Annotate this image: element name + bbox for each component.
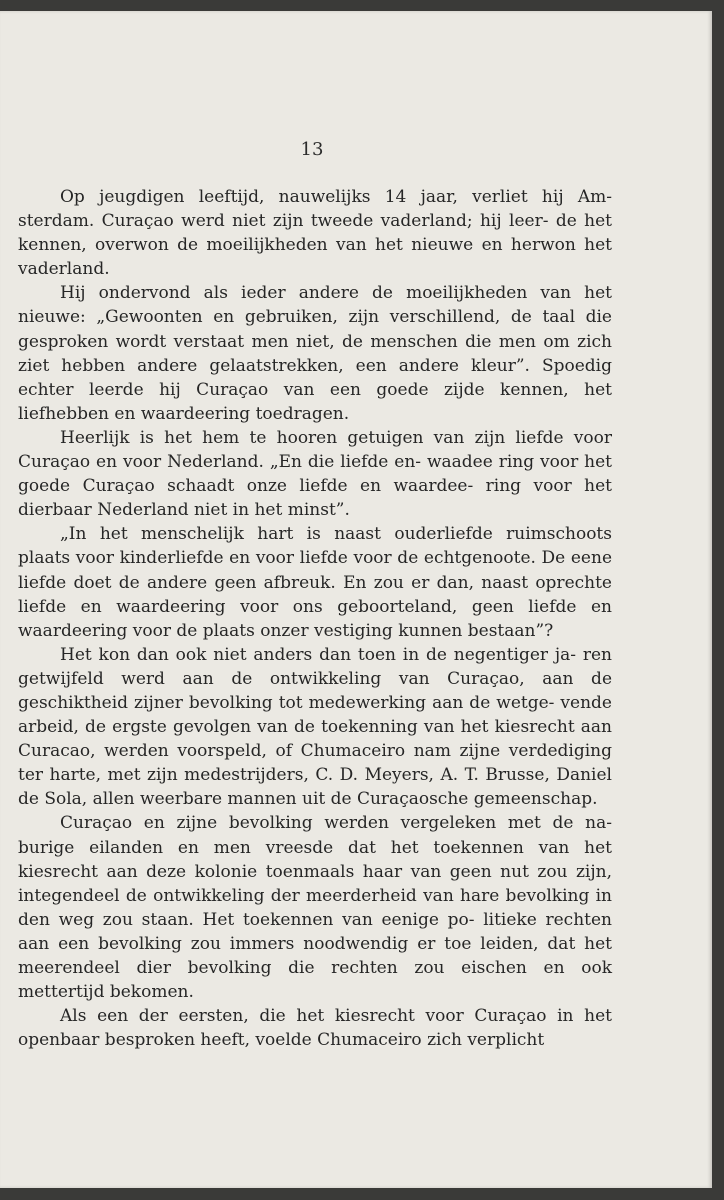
book-page [0,11,712,1188]
paragraph: Als een der eersten, die het kiesrecht voor Curaçao in het openbaar besproken heeft, voelde Chumaceiro zich verplicht [18,1006,612,1051]
page-number: 13 [300,139,324,160]
paragraph: Op jeugdigen leeftijd, nauwelijks 14 jaar, verliet hij Am- sterdam. Curaçao werd niet zijn tweede vaderland; hij leer- de het kennen, overwon de moeilijkheden van het nieuwe en herwon het vaderland. [18,187,612,280]
paragraph: „In het menschelijk hart is naast ouderliefde ruimschoots plaats voor kinderliefde en voor liefde voor de echtgenoote. De eene liefde doet de andere geen afbreuk. En zou er dan, naast oprechte liefde en waardeering voor ons geboorteland, geen liefde en waardeering voor de plaats onzer vestiging kunnen bestaan”? [18,524,612,641]
paragraph: Heerlijk is het hem te hooren getuigen van zijn liefde voor Curaçao en voor Nederland. „En die liefde en- waadee ring voor het goede Curaçao schaadt onze liefde en waardee- ring voor het dierbaar Nederland niet in het minst”. [18,427,612,521]
paragraph: Hij ondervond als ieder andere de moeilijkheden van het nieuwe: „Gewoonten en gebruiken, zijn verschillend, de taal die gesproken wordt verstaat men niet, de menschen die men om zich ziet hebben andere gelaatstrekken, een andere kleur”. Spoedig echter leerde hij Curaçao van een goede zijde kennen, het liefhebben en waardeering toedragen. [18,283,612,424]
paragraph: Het kon dan ook niet anders dan toen in de negentiger ja- ren getwijfeld werd aan de ontwikkeling van Curaçao, aan de geschiktheid zijner bevolking tot medewerking aan de wetge- vende arbeid, de ergste gevolgen van de toekenning van het kiesrecht aan Curacao, werden voorspeld, of Chumaceiro nam zijne verdediging ter harte, met zijn medestrijders, C. D. Meyers, A. T. Brusse, Daniel de Sola, allen weerbare mannen uit de Curaçaosche gemeenschap. [18,644,612,810]
paragraph: Curaçao en zijne bevolking werden vergeleken met de na- burige eilanden en men vreesde dat het toekennen van het kiesrecht aan deze kolonie toenmaals haar van geen nut zou zijn, integendeel de ontwikkeling der meerderheid van hare bevolking in den weg zou staan. Het toekennen van eenige po- litieke rechten aan een bevolking zou immers noodwendig er toe leiden, dat het meerendeel dier bevolking die rechten zou eischen en ook mettertijd bekomen. [18,813,612,1003]
body-text [18,185,612,1052]
